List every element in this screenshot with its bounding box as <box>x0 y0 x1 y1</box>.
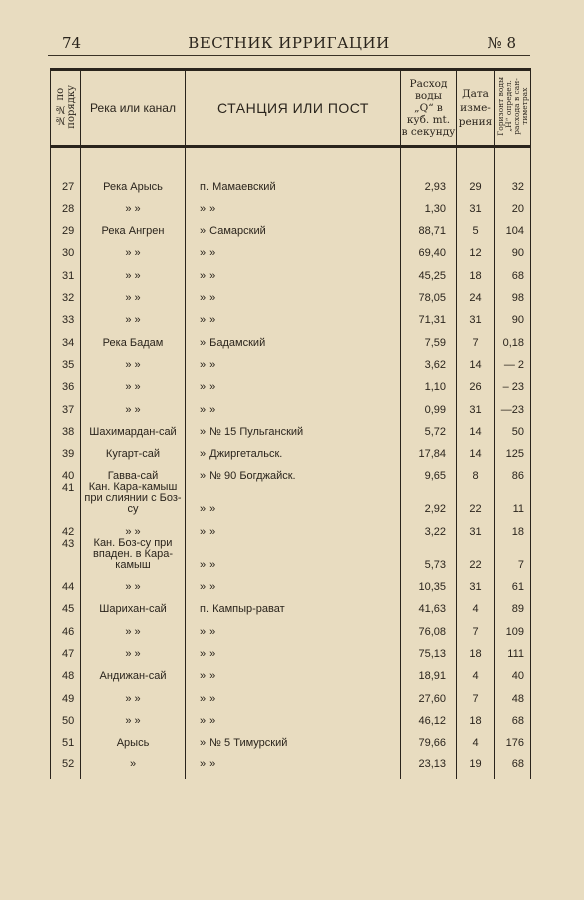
table-row <box>51 638 531 660</box>
water-level: — 2 <box>495 349 531 371</box>
station-name: » » <box>186 304 401 326</box>
river-name: Кан. Боз-су при впаден. в Кара-камыш <box>81 538 186 571</box>
water-level: 89 <box>495 593 531 615</box>
river-name: Шарихан-сай <box>81 593 186 615</box>
measurement-date: 4 <box>457 593 495 615</box>
flow-value: 5,72 <box>401 416 457 438</box>
measurement-date: 31 <box>457 193 495 215</box>
river-name: » » <box>81 237 186 259</box>
station-name: » » <box>186 393 401 415</box>
station-name: » № 5 Тимурский <box>186 727 401 749</box>
row-number: 36 <box>51 371 81 393</box>
table-row <box>51 237 531 259</box>
river-name: Река Арысь <box>81 170 186 192</box>
row-number: 45 <box>51 593 81 615</box>
flow-value: 0,99 <box>401 393 457 415</box>
row-number: 47 <box>51 638 81 660</box>
row-number: 38 <box>51 416 81 438</box>
measurement-date: 18 <box>457 638 495 660</box>
table-row <box>51 482 531 515</box>
flow-value: 41,63 <box>401 593 457 615</box>
measurement-date: 8 <box>457 460 495 482</box>
table-row <box>51 460 531 482</box>
row-number: 35 <box>51 349 81 371</box>
flow-value: 18,91 <box>401 660 457 682</box>
measurement-date: 7 <box>457 682 495 704</box>
river-name: » <box>81 749 186 779</box>
row-number: 39 <box>51 438 81 460</box>
station-name: п. Кампыр-рават <box>186 593 401 615</box>
station-name: » » <box>186 259 401 281</box>
flow-value: 75,13 <box>401 638 457 660</box>
table-spacer-row <box>51 147 531 171</box>
row-number: 27 <box>51 170 81 192</box>
measurement-date: 14 <box>457 349 495 371</box>
water-level: 61 <box>495 571 531 593</box>
river-name: Река Ангрен <box>81 215 186 237</box>
measurement-date: 31 <box>457 571 495 593</box>
flow-value: 10,35 <box>401 571 457 593</box>
station-name: » Бадамский <box>186 326 401 348</box>
row-number: 29 <box>51 215 81 237</box>
water-level: 7 <box>495 538 531 571</box>
measurement-date: 31 <box>457 393 495 415</box>
table-row <box>51 259 531 281</box>
river-name: » » <box>81 304 186 326</box>
flow-value: 79,66 <box>401 727 457 749</box>
water-level: – 23 <box>495 371 531 393</box>
station-name: » Джиргетальск. <box>186 438 401 460</box>
measurement-date: 7 <box>457 326 495 348</box>
table-row <box>51 615 531 637</box>
flow-value: 23,13 <box>401 749 457 779</box>
table-row <box>51 538 531 571</box>
col-header-flow: Расход воды „Q“ в куб. mt. в секунду <box>401 70 457 147</box>
measurement-date: 18 <box>457 259 495 281</box>
water-level: 86 <box>495 460 531 482</box>
table-row <box>51 438 531 460</box>
col-header-date: Дата изме- рения <box>457 70 495 147</box>
station-name: п. Мамаевский <box>186 170 401 192</box>
river-name: » » <box>81 705 186 727</box>
station-name: » № 15 Пульганский <box>186 416 401 438</box>
row-number: 41 <box>51 482 81 515</box>
row-number: 51 <box>51 727 81 749</box>
water-level: 40 <box>495 660 531 682</box>
river-name: Кан. Кара-камыш при слиянии с Боз-су <box>81 482 186 515</box>
page-header <box>48 34 530 56</box>
station-name: » » <box>186 660 401 682</box>
water-level: 109 <box>495 615 531 637</box>
flow-value: 1,30 <box>401 193 457 215</box>
river-name: » » <box>81 259 186 281</box>
row-number: 37 <box>51 393 81 415</box>
row-number: 48 <box>51 660 81 682</box>
flow-value: 9,65 <box>401 460 457 482</box>
river-name: » » <box>81 349 186 371</box>
river-name: Андижан-сай <box>81 660 186 682</box>
table-row <box>51 304 531 326</box>
measurement-date: 4 <box>457 727 495 749</box>
station-name: » » <box>186 193 401 215</box>
station-name: » » <box>186 615 401 637</box>
water-level: 11 <box>495 482 531 515</box>
col-header-num: №№ по порядку <box>51 70 81 147</box>
table-row <box>51 193 531 215</box>
flow-value: 1,10 <box>401 371 457 393</box>
river-name: » » <box>81 638 186 660</box>
water-level: 176 <box>495 727 531 749</box>
table-row <box>51 660 531 682</box>
header-rule <box>48 55 530 56</box>
station-name: » » <box>186 482 401 515</box>
table-row <box>51 682 531 704</box>
table-row <box>51 749 531 779</box>
river-name: » » <box>81 571 186 593</box>
water-level: 32 <box>495 170 531 192</box>
row-number: 28 <box>51 193 81 215</box>
row-number: 46 <box>51 615 81 637</box>
table-row <box>51 727 531 749</box>
row-number: 30 <box>51 237 81 259</box>
river-name: » » <box>81 371 186 393</box>
river-name: Река Бадам <box>81 326 186 348</box>
table-row <box>51 170 531 192</box>
water-level: —23 <box>495 393 531 415</box>
table-row <box>51 349 531 371</box>
station-name: » » <box>186 237 401 259</box>
table-header-row <box>51 70 531 147</box>
table-row <box>51 515 531 537</box>
row-number: 34 <box>51 326 81 348</box>
flow-value: 69,40 <box>401 237 457 259</box>
water-level: 111 <box>495 638 531 660</box>
journal-title: ВЕСТНИК ИРРИГАЦИИ <box>188 34 390 52</box>
water-level: 98 <box>495 282 531 304</box>
flow-value: 71,31 <box>401 304 457 326</box>
table-row <box>51 393 531 415</box>
row-number: 49 <box>51 682 81 704</box>
water-level: 20 <box>495 193 531 215</box>
water-level: 68 <box>495 259 531 281</box>
river-name: » » <box>81 393 186 415</box>
station-name: » » <box>186 371 401 393</box>
issue-number: № 8 <box>487 34 516 52</box>
river-name: » » <box>81 682 186 704</box>
flow-value: 78,05 <box>401 282 457 304</box>
water-level: 68 <box>495 705 531 727</box>
flow-value: 46,12 <box>401 705 457 727</box>
row-number: 40 <box>51 460 81 482</box>
measurement-date: 31 <box>457 304 495 326</box>
water-level: 48 <box>495 682 531 704</box>
table-body <box>51 147 531 780</box>
flow-value: 27,60 <box>401 682 457 704</box>
flow-value: 2,93 <box>401 170 457 192</box>
river-name: » » <box>81 515 186 537</box>
measurement-date: 7 <box>457 615 495 637</box>
table-row <box>51 705 531 727</box>
station-name: » » <box>186 349 401 371</box>
table-row <box>51 282 531 304</box>
station-name: » № 90 Богджайск. <box>186 460 401 482</box>
flow-value: 88,71 <box>401 215 457 237</box>
row-number: 43 <box>51 538 81 571</box>
flow-value: 7,59 <box>401 326 457 348</box>
measurement-date: 24 <box>457 282 495 304</box>
measurement-date: 19 <box>457 749 495 779</box>
river-name: Арысь <box>81 727 186 749</box>
measurement-date: 22 <box>457 482 495 515</box>
station-name: » » <box>186 538 401 571</box>
station-name: » Самарский <box>186 215 401 237</box>
col-header-level: Горизонт воды „Н“ определ. расхода в сан- тиметрах <box>495 70 531 147</box>
table-row <box>51 416 531 438</box>
table-row <box>51 593 531 615</box>
water-level: 90 <box>495 237 531 259</box>
measurement-date: 29 <box>457 170 495 192</box>
table-row <box>51 571 531 593</box>
flow-value: 5,73 <box>401 538 457 571</box>
flow-value: 3,22 <box>401 515 457 537</box>
measurement-table <box>50 68 531 779</box>
row-number: 52 <box>51 749 81 779</box>
river-name: » » <box>81 282 186 304</box>
table-row <box>51 215 531 237</box>
station-name: » » <box>186 515 401 537</box>
measurement-date: 5 <box>457 215 495 237</box>
station-name: » » <box>186 749 401 779</box>
water-level: 0,18 <box>495 326 531 348</box>
col-header-river: Река или канал <box>81 70 186 147</box>
measurement-date: 12 <box>457 237 495 259</box>
row-number: 33 <box>51 304 81 326</box>
river-name: Гавва-сай <box>81 460 186 482</box>
station-name: » » <box>186 571 401 593</box>
table-row <box>51 326 531 348</box>
measurement-date: 14 <box>457 438 495 460</box>
measurement-date: 14 <box>457 416 495 438</box>
water-level: 18 <box>495 515 531 537</box>
station-name: » » <box>186 638 401 660</box>
river-name: Кугарт-сай <box>81 438 186 460</box>
table-row <box>51 371 531 393</box>
station-name: » » <box>186 682 401 704</box>
flow-value: 45,25 <box>401 259 457 281</box>
station-name: » » <box>186 705 401 727</box>
station-name: » » <box>186 282 401 304</box>
river-name: Шахимардан-сай <box>81 416 186 438</box>
measurement-date: 18 <box>457 705 495 727</box>
measurement-date: 31 <box>457 515 495 537</box>
water-level: 68 <box>495 749 531 779</box>
flow-value: 76,08 <box>401 615 457 637</box>
flow-value: 17,84 <box>401 438 457 460</box>
flow-value: 3,62 <box>401 349 457 371</box>
measurement-date: 22 <box>457 538 495 571</box>
measurement-date: 26 <box>457 371 495 393</box>
water-level: 90 <box>495 304 531 326</box>
measurement-date: 4 <box>457 660 495 682</box>
flow-value: 2,92 <box>401 482 457 515</box>
row-number: 31 <box>51 259 81 281</box>
water-level: 50 <box>495 416 531 438</box>
row-number: 50 <box>51 705 81 727</box>
row-number: 42 <box>51 515 81 537</box>
water-level: 104 <box>495 215 531 237</box>
row-number: 44 <box>51 571 81 593</box>
row-number: 32 <box>51 282 81 304</box>
river-name: » » <box>81 615 186 637</box>
river-name: » » <box>81 193 186 215</box>
water-level: 125 <box>495 438 531 460</box>
page-number: 74 <box>62 34 82 52</box>
col-header-station: СТАНЦИЯ ИЛИ ПОСТ <box>186 70 401 147</box>
